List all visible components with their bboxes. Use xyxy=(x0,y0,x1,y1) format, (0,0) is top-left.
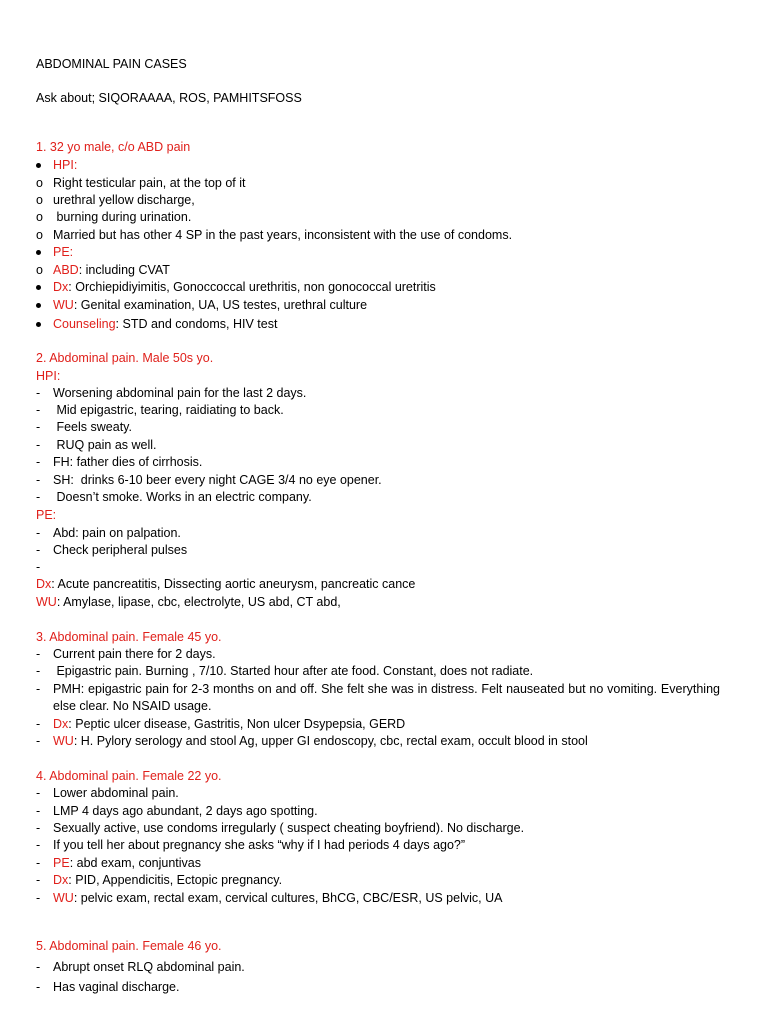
case2-hpi-item: FH: father dies of cirrhosis. xyxy=(53,455,203,469)
case3-dx-label: Dx xyxy=(53,717,69,731)
case2-dx-text: : Acute pancreatitis, Dissecting aortic aneurysm, pancreatic cance xyxy=(51,577,416,591)
case4-dx-line xyxy=(53,872,720,888)
case1-pe-label: PE: xyxy=(53,245,74,259)
circle-marker: o xyxy=(36,228,43,242)
case1-counseling-text: : STD and condoms, HIV test xyxy=(115,317,278,331)
dash-marker: - xyxy=(36,682,41,696)
dash-marker: - xyxy=(36,664,41,678)
dash-marker: - xyxy=(36,960,41,974)
dash-marker: - xyxy=(36,717,41,731)
case2-hpi-label: HPI: xyxy=(36,369,61,383)
case1-counseling-line xyxy=(53,316,720,332)
case3-heading: 3. Abdominal pain. Female 45 yo. xyxy=(36,630,222,644)
case2-dx-line xyxy=(36,576,415,592)
document-title: ABDOMINAL PAIN CASES xyxy=(36,57,187,71)
dash-marker: - xyxy=(36,526,41,540)
dash-marker: - xyxy=(36,980,41,994)
case2-hpi-item: Worsening abdominal pain for the last 2 days. xyxy=(53,386,307,400)
circle-marker: o xyxy=(36,193,43,207)
case1-wu-label: WU xyxy=(53,298,74,312)
case1-dx-text: : Orchiepidiyimitis, Gonoccoccal urethritis, non gonococcal uretritis xyxy=(68,280,436,294)
case2-pe-item: Abd: pain on palpation. xyxy=(53,526,181,540)
case3-item: PMH: epigastric pain for 2-3 months on and off. She felt she was in distress. Felt nauseated but no vomiting. Everything else clear. No NSAID usage. xyxy=(53,682,720,713)
case3-item: Current pain there for 2 days. xyxy=(53,647,216,661)
case1-hpi-item: urethral yellow discharge, xyxy=(53,193,195,207)
dash-marker: - xyxy=(36,804,41,818)
case1-hpi-item: Right testicular pain, at the top of it xyxy=(53,176,246,190)
case2-wu-text: : Amylase, lipase, cbc, electrolyte, US abd, CT abd, xyxy=(56,595,341,609)
case1-dx-line xyxy=(53,279,720,295)
dash-marker: - xyxy=(36,386,41,400)
case3-dx-text: : Peptic ulcer disease, Gastritis, Non ulcer Dsypepsia, GERD xyxy=(68,717,406,731)
case4-item: Sexually active, use condoms irregularly ( suspect cheating boyfriend). No discharge. xyxy=(53,821,525,835)
case5-item: Abrupt onset RLQ abdominal pain. xyxy=(53,960,245,974)
case2-hpi-item: Feels sweaty. xyxy=(53,420,132,434)
dash-marker: - xyxy=(36,786,41,800)
case2-heading: 2. Abdominal pain. Male 50s yo. xyxy=(36,351,214,365)
case1-hpi-item: burning during urination. xyxy=(53,210,192,224)
case4-wu-line xyxy=(53,890,720,906)
dash-marker: - xyxy=(36,560,41,574)
case3-wu-text: : H. Pylory serology and stool Ag, upper GI endoscopy, cbc, rectal exam, occult blood in stool xyxy=(73,734,588,748)
case3-wu-line xyxy=(53,733,720,749)
bullet-dot-icon xyxy=(36,157,50,173)
dash-marker: - xyxy=(36,838,41,852)
bullet-dot-icon xyxy=(36,279,50,295)
dash-marker: - xyxy=(36,473,41,487)
dash-marker: - xyxy=(36,490,41,504)
ask-about-line: Ask about; SIQORAAAA, ROS, PAMHITSFOSS xyxy=(36,91,302,105)
dash-marker: - xyxy=(36,734,41,748)
dash-marker: - xyxy=(36,455,41,469)
case5-heading: 5. Abdominal pain. Female 46 yo. xyxy=(36,939,222,953)
case1-counseling-label: Counseling xyxy=(53,317,116,331)
case1-abd-label: ABD xyxy=(53,263,79,277)
case2-pe-item: Check peripheral pulses xyxy=(53,543,188,557)
case2-hpi-item: RUQ pain as well. xyxy=(53,438,157,452)
case4-pe-label: PE xyxy=(53,856,70,870)
dash-marker: - xyxy=(36,891,41,905)
case2-dx-label: Dx xyxy=(36,577,52,591)
case1-abd-line xyxy=(53,262,720,278)
case4-item: LMP 4 days ago abundant, 2 days ago spotting. xyxy=(53,804,318,818)
case2-pe-label: PE: xyxy=(36,508,57,522)
case4-wu-label: WU xyxy=(53,891,74,905)
case1-dx-label: Dx xyxy=(53,280,69,294)
case1-hpi-item: Married but has other 4 SP in the past years, inconsistent with the use of condoms. xyxy=(53,228,513,242)
case1-heading: 1. 32 yo male, c/o ABD pain xyxy=(36,140,191,154)
case4-wu-text: : pelvic exam, rectal exam, cervical cultures, BhCG, CBC/ESR, US pelvic, UA xyxy=(73,891,503,905)
dash-marker: - xyxy=(36,403,41,417)
circle-marker: o xyxy=(36,176,43,190)
dash-marker: - xyxy=(36,438,41,452)
case2-wu-label: WU xyxy=(36,595,57,609)
case1-wu-line xyxy=(53,297,720,313)
case2-hpi-item: SH: drinks 6-10 beer every night CAGE 3/4 no eye opener. xyxy=(53,473,382,487)
case4-pe-line xyxy=(53,855,720,871)
dash-marker: - xyxy=(36,543,41,557)
dash-marker: - xyxy=(36,647,41,661)
case3-item: Epigastric pain. Burning , 7/10. Started hour after ate food. Constant, does not radiate. xyxy=(53,664,534,678)
circle-marker: o xyxy=(36,263,43,277)
case2-hpi-item: Mid epigastric, tearing, raidiating to back. xyxy=(53,403,284,417)
case2-wu-line xyxy=(36,594,341,610)
case5-item: Has vaginal discharge. xyxy=(53,980,180,994)
bullet-dot-icon xyxy=(36,316,50,332)
bullet-dot-icon xyxy=(36,244,50,260)
case4-dx-text: : PID, Appendicitis, Ectopic pregnancy. xyxy=(68,873,283,887)
bullet-dot-icon xyxy=(36,297,50,313)
case1-wu-text: : Genital examination, UA, US testes, urethral culture xyxy=(73,298,368,312)
dash-marker: - xyxy=(36,420,41,434)
case3-dx-line xyxy=(53,716,720,732)
case1-hpi-label: HPI: xyxy=(53,158,78,172)
circle-marker: o xyxy=(36,210,43,224)
case4-heading: 4. Abdominal pain. Female 22 yo. xyxy=(36,769,222,783)
dash-marker: - xyxy=(36,856,41,870)
case4-pe-text: : abd exam, conjuntivas xyxy=(69,856,202,870)
dash-marker: - xyxy=(36,873,41,887)
case1-abd-text: : including CVAT xyxy=(78,263,170,277)
case2-hpi-item: Doesn’t smoke. Works in an electric company. xyxy=(53,490,312,504)
dash-marker: - xyxy=(36,821,41,835)
case4-item: Lower abdominal pain. xyxy=(53,786,179,800)
case4-item: If you tell her about pregnancy she asks “why if I had periods 4 days ago?” xyxy=(53,838,466,852)
case4-dx-label: Dx xyxy=(53,873,69,887)
case3-wu-label: WU xyxy=(53,734,74,748)
